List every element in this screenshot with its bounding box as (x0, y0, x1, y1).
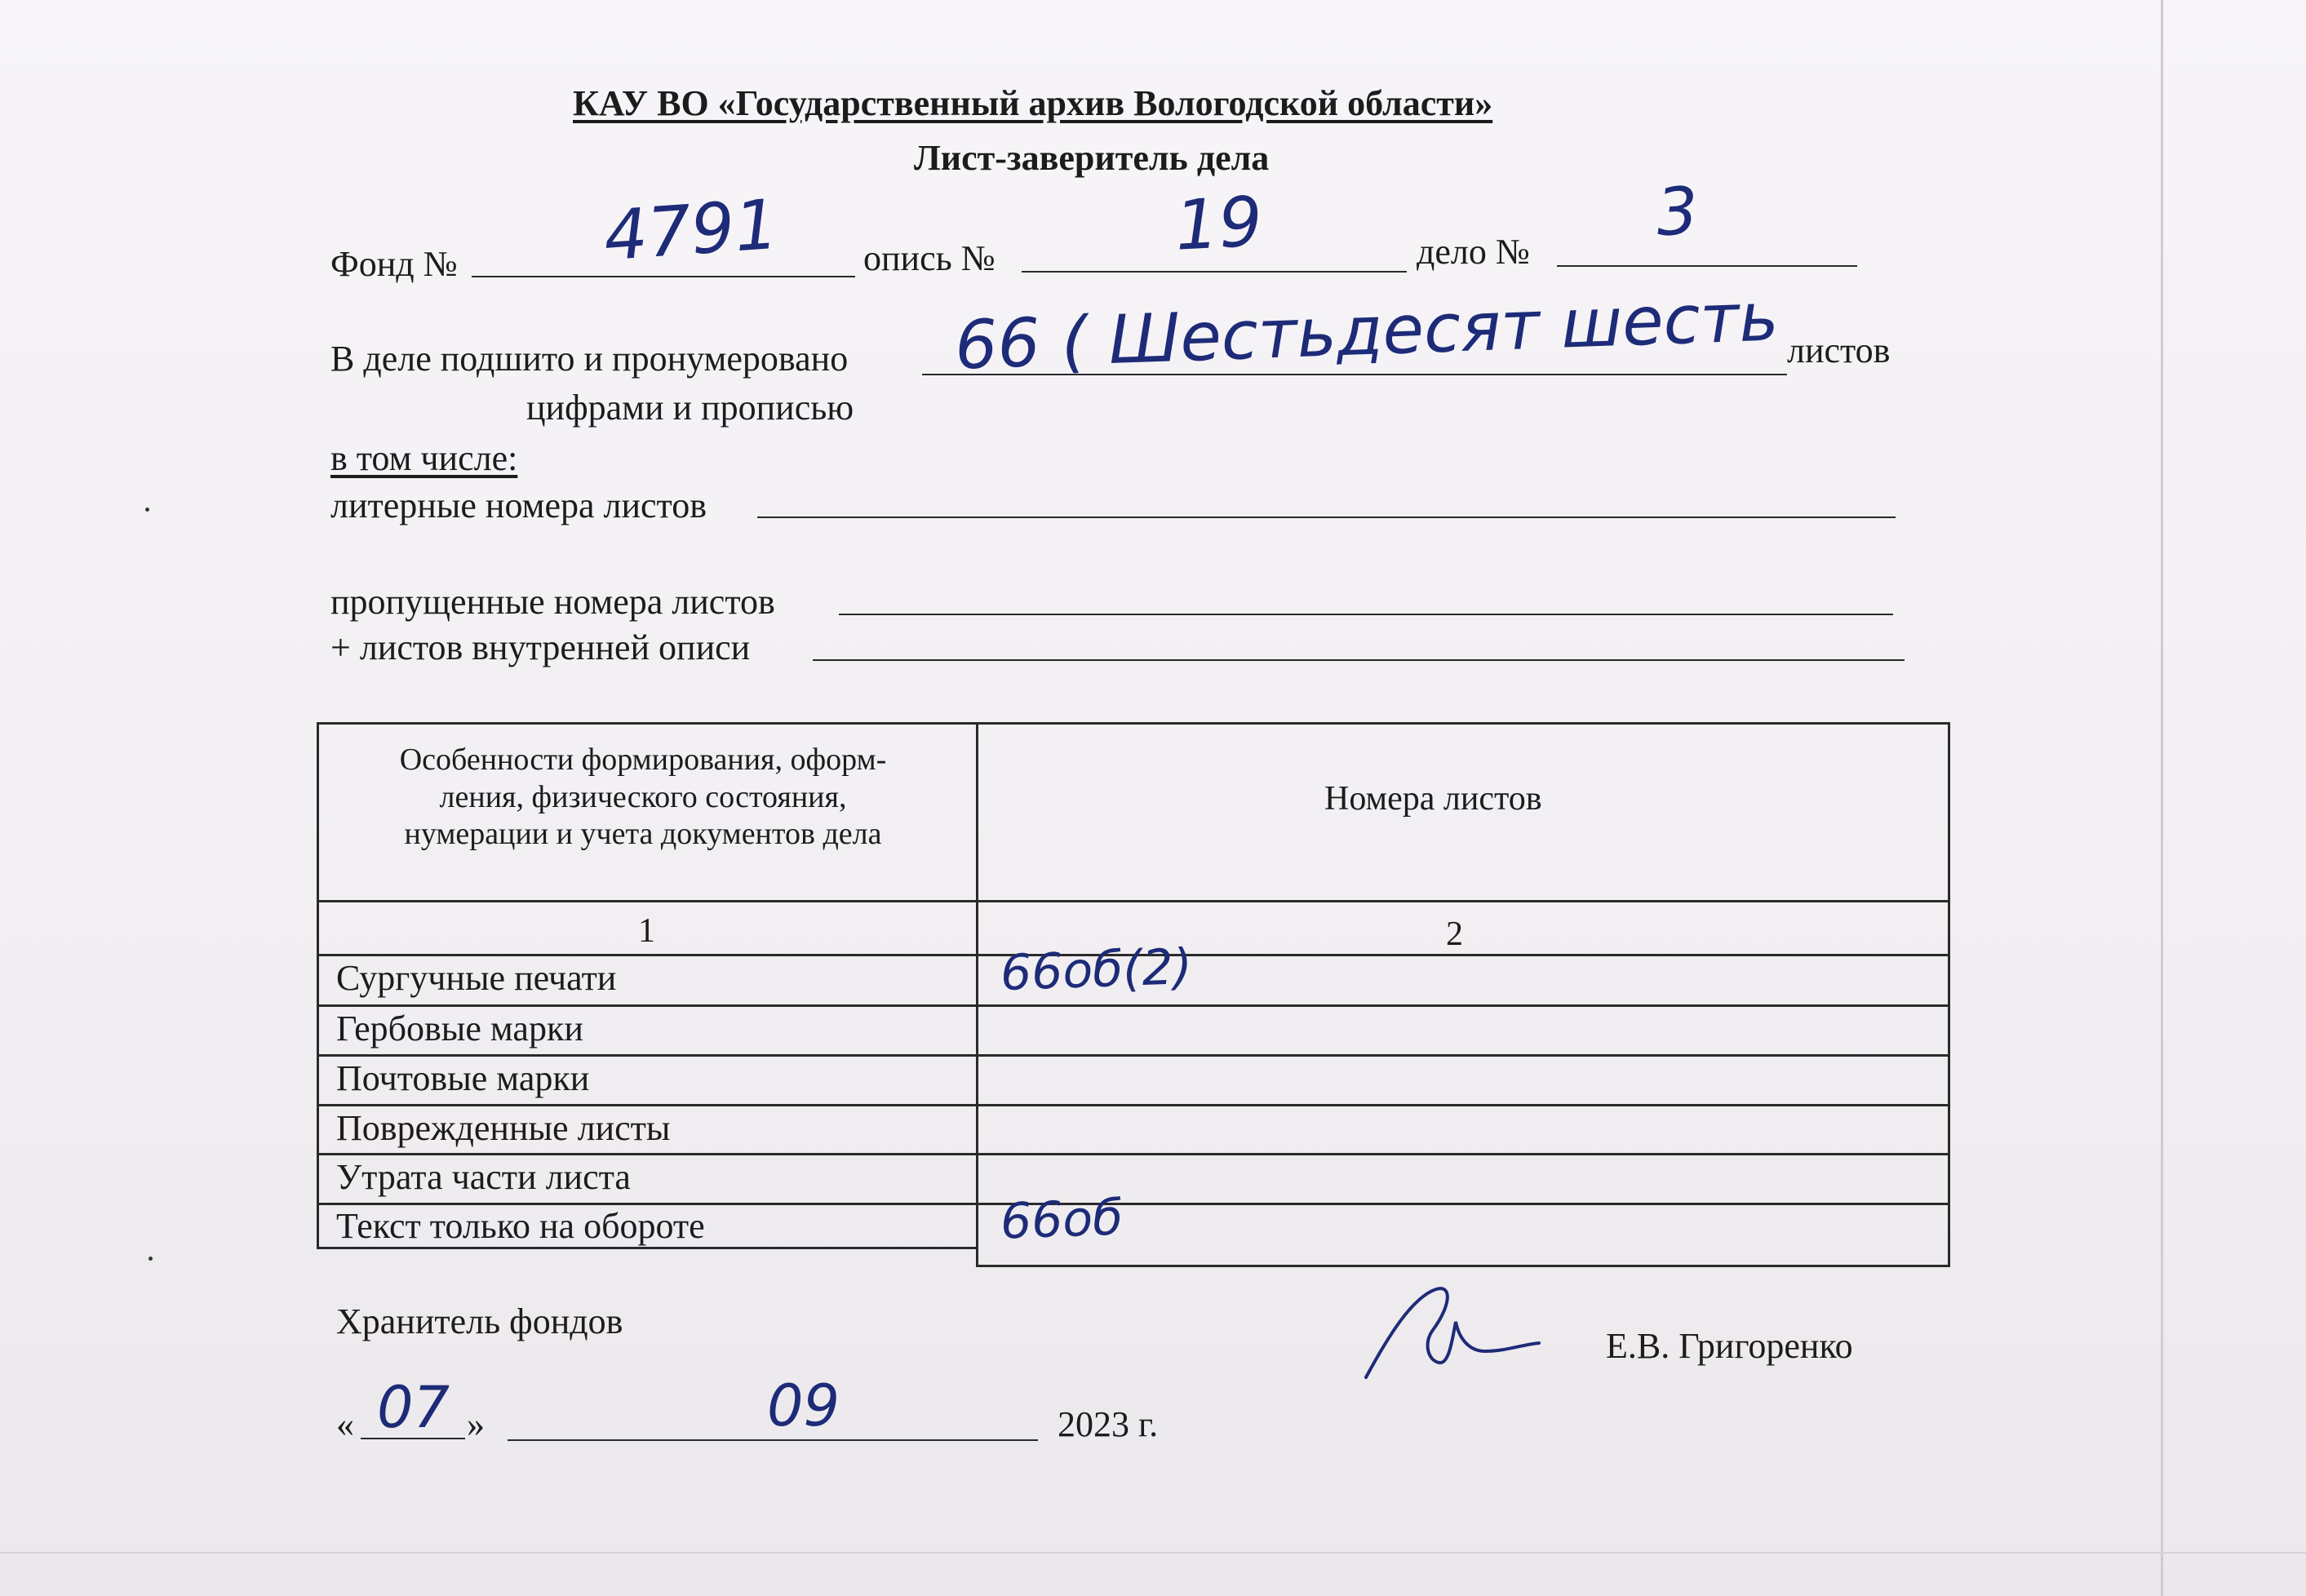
inner-inventory-line (813, 659, 1905, 661)
table-header-divider (317, 900, 1950, 902)
including-label: в том числе: (330, 438, 518, 478)
table-row-divider (317, 1104, 1950, 1106)
liter-label: литерные номера листов (330, 485, 707, 525)
keeper-name: Е.В. Григоренко (1606, 1326, 1853, 1366)
opis-line (1022, 271, 1407, 273)
date-day: 07 (377, 1374, 450, 1441)
delo-label: дело № (1417, 232, 1530, 272)
table-col1-header-line: ления, физического состояния, (439, 779, 847, 814)
sheets-value: 66 ( Шестьдесят шесть (953, 278, 1780, 385)
sheets-suffix: листов (1787, 330, 1891, 370)
organization-title: КАУ ВО «Государственный архив Вологодской области» (573, 83, 1493, 123)
table-row-divider (317, 1054, 1950, 1057)
missing-label: пропущенные номера листов (330, 582, 775, 622)
table-row-value: 66об (999, 1189, 1124, 1251)
opis-label: опись № (863, 238, 996, 278)
table-col2-header: Номера листов (1324, 780, 1542, 818)
document-title: Лист-заверитель дела (914, 138, 1270, 178)
paper-bottom-edge (0, 1552, 2306, 1554)
sheets-hint: цифрами и прописью (526, 388, 854, 428)
table-col1-header-line: нумерации и учета документов дела (404, 817, 882, 852)
table-row-label: Текст только на обороте (336, 1206, 705, 1246)
table-row-divider (317, 1153, 1950, 1155)
table-border-top (317, 722, 1950, 725)
inner-inventory-label: + листов внутренней описи (330, 627, 751, 667)
keeper-label: Хранитель фондов (336, 1301, 623, 1341)
table-column-divider (976, 722, 978, 1267)
table-row-label: Сургучные печати (336, 958, 617, 998)
date-close-quote: » (467, 1404, 485, 1444)
missing-line (839, 614, 1893, 615)
table-border-bottom-left (317, 1247, 978, 1249)
fond-value: 4791 (601, 184, 781, 277)
table-row-divider (317, 1004, 1950, 1007)
table-col1-header (333, 742, 953, 853)
date-month-line (508, 1439, 1038, 1441)
table-border-bottom-right (976, 1265, 1950, 1267)
table-row-label: Гербовые марки (336, 1009, 583, 1048)
opis-value: 19 (1173, 181, 1265, 266)
paper-edge (2161, 0, 2163, 1596)
liter-line (757, 516, 1896, 518)
table-col1-number: 1 (638, 912, 655, 950)
table-row-label: Утрата части листа (336, 1157, 631, 1197)
paper-speck (149, 1257, 153, 1261)
table-row-label: Поврежденные листы (336, 1108, 671, 1148)
table-col2-number: 2 (1446, 915, 1463, 953)
delo-line (1557, 265, 1857, 267)
features-table (317, 722, 1950, 1267)
table-row-label: Почтовые марки (336, 1058, 590, 1098)
paper-speck (145, 508, 149, 512)
fond-line (472, 276, 855, 277)
table-col1-header-line: Особенности формирования, оформ- (399, 743, 887, 777)
fond-label: Фонд № (330, 244, 458, 284)
table-border-right (1948, 722, 1950, 1267)
date-month: 09 (767, 1372, 840, 1439)
date-open-quote: « (336, 1404, 354, 1444)
table-row-value: 66об(2) (999, 938, 1194, 1003)
signature-image (1355, 1273, 1542, 1387)
table-border-left (317, 722, 319, 1248)
date-year: 2023 г. (1058, 1404, 1159, 1444)
table-row-divider (317, 1203, 1950, 1205)
delo-value: 3 (1654, 172, 1701, 251)
sheets-label: В деле подшито и пронумеровано (330, 339, 849, 379)
